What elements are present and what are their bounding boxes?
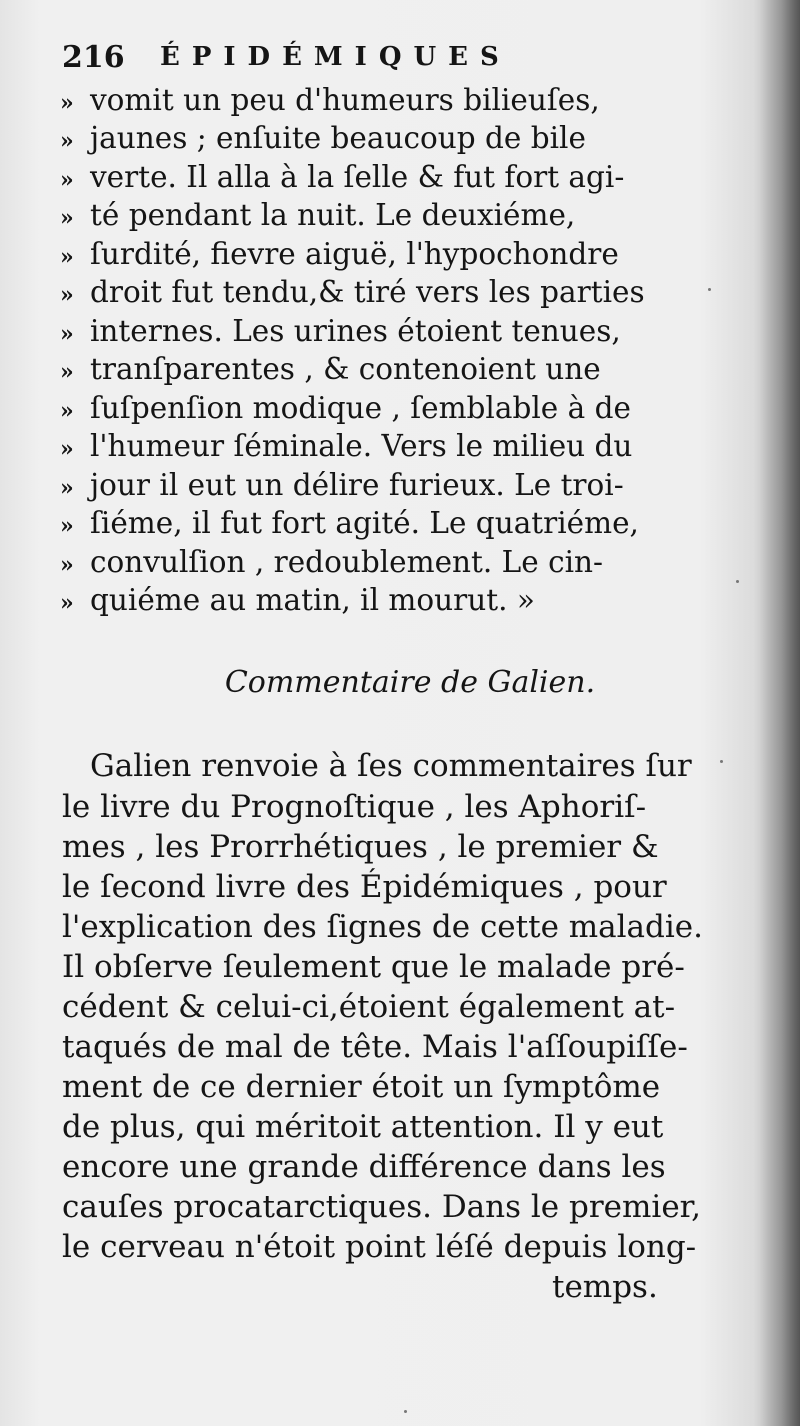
quote-line: » ſiéme, il fut fort agité. Le quatriéme,: [60, 503, 660, 546]
quote-mark: »: [60, 128, 74, 154]
text-line: Il obſerve ſeulement que le malade pré-: [62, 949, 685, 985]
quote-mark: »: [60, 282, 74, 308]
quote-line: » vomit un peu d'humeurs bilieuſes,: [60, 80, 660, 123]
quote-mark: »: [60, 513, 74, 539]
text-line: cédent & celui-ci,étoient également at-: [62, 989, 676, 1025]
quote-line: » tranſparentes , & contenoient une: [60, 349, 660, 392]
section-heading: Commentaire de Galien.: [224, 665, 596, 700]
text-line: taqués de mal de tête. Mais l'aſſoupiſſe-: [62, 1029, 688, 1065]
paper-speck: [404, 1410, 407, 1413]
text-line: le ſecond livre des Épidémiques , pour: [62, 869, 667, 905]
quote-mark: »: [60, 436, 74, 462]
quote-mark: »: [60, 359, 74, 385]
page-number: 216: [62, 40, 125, 75]
quote-mark: »: [60, 590, 74, 616]
text-line: encore une grande différence dans les: [62, 1149, 666, 1185]
text-line: le cerveau n'étoit point léſé depuis long-: [62, 1229, 697, 1265]
text-line: temps.: [552, 1269, 658, 1305]
quote-mark: »: [60, 552, 74, 578]
paper-speck: [736, 580, 739, 583]
text-line: cauſes procatarctiques. Dans le premier,: [62, 1189, 701, 1225]
quote-line: » quiéme au matin, il mourut. »: [60, 580, 660, 623]
running-title: ÉPIDÉMIQUES: [160, 42, 511, 72]
quote-line: » ſurdité, fievre aiguë, l'hypochondre: [60, 234, 660, 277]
text-line: le livre du Prognoſtique , les Aphoriſ-: [62, 789, 647, 825]
text-line: mes , les Prorrhétiques , le premier &: [62, 829, 659, 865]
quote-line: » convulſion , redoublement. Le cin-: [60, 542, 660, 585]
quote-mark: »: [60, 321, 74, 347]
quote-mark: »: [60, 475, 74, 501]
text-line: ment de ce dernier étoit un ſymptôme: [62, 1069, 661, 1105]
quote-mark: »: [60, 167, 74, 193]
text-line: l'explication des ſignes de cette maladie.: [62, 909, 703, 945]
page-edge-shadow: [754, 0, 800, 1426]
quote-line: » droit fut tendu,& tiré vers les parties: [60, 272, 660, 315]
quote-line: » verte. Il alla à la ſelle & fut fort agi-: [60, 157, 660, 200]
quote-line: » jaunes ; enſuite beaucoup de bile: [60, 118, 660, 161]
quote-mark: »: [60, 90, 74, 116]
quote-line: » jour il eut un délire furieux. Le troi-: [60, 465, 660, 508]
paper-speck: [708, 288, 711, 291]
quote-line: » ſuſpenſion modique , ſemblable à de: [60, 388, 660, 431]
text-line: de plus, qui méritoit attention. Il y eut: [62, 1109, 664, 1145]
running-head: [62, 40, 662, 80]
quote-mark: »: [60, 244, 74, 270]
quote-line: » té pendant la nuit. Le deuxiéme,: [60, 195, 660, 238]
paper-speck: [720, 760, 723, 763]
quote-mark: »: [60, 205, 74, 231]
text-line: Galien renvoie à ſes commentaires ſur: [90, 748, 692, 784]
quote-mark: »: [60, 398, 74, 424]
quote-line: » l'humeur ſéminale. Vers le milieu du: [60, 426, 660, 469]
quote-line: » internes. Les urines étoient tenues,: [60, 311, 660, 354]
